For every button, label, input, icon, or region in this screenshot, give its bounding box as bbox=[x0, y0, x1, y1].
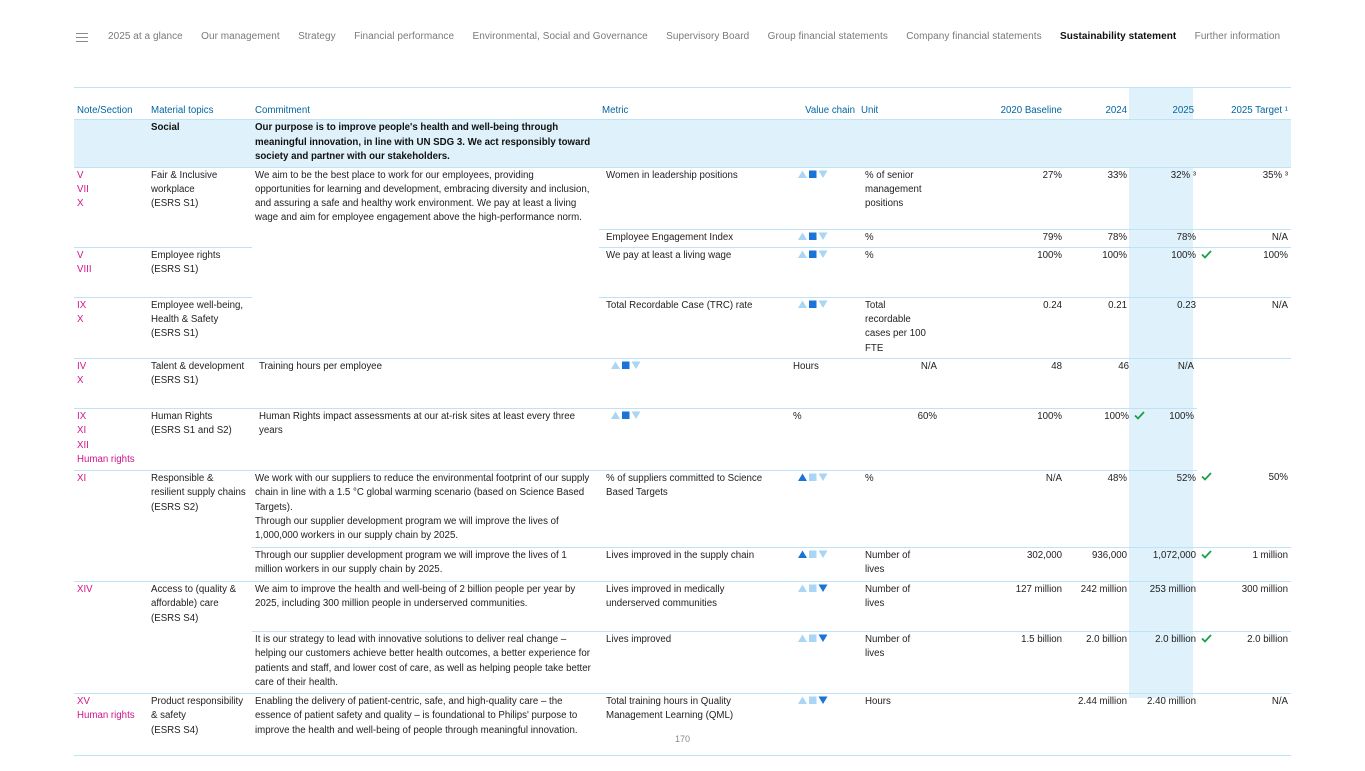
value-chain-icon bbox=[599, 408, 786, 470]
material-topic-cell: Employee rights (ESRS S1) bbox=[148, 247, 252, 297]
value-2025-text: 2.0 billion bbox=[1155, 633, 1196, 645]
nav-esg[interactable]: Environmental, Social and Governance bbox=[472, 31, 648, 42]
social-empty bbox=[599, 120, 1291, 168]
nav-items bbox=[108, 31, 1298, 42]
metric-cell: Lives improved bbox=[599, 631, 786, 693]
nav-financial-performance[interactable]: Financial performance bbox=[354, 31, 455, 42]
value-2025 bbox=[1130, 581, 1197, 631]
header-commitment: Commitment bbox=[252, 88, 599, 120]
value-2024: 100% bbox=[940, 408, 1065, 470]
note-section-cell[interactable]: IX X bbox=[74, 297, 148, 358]
value-2025 bbox=[1130, 470, 1197, 547]
unit-cell: % bbox=[858, 229, 940, 247]
check-icon bbox=[1199, 471, 1213, 485]
value-2025 bbox=[1130, 247, 1197, 297]
value-2025 bbox=[1130, 297, 1197, 358]
unit-cell: Hours bbox=[858, 693, 940, 755]
value-2025 bbox=[1130, 547, 1197, 581]
nav-sustainability-statement[interactable]: Sustainability statement bbox=[1060, 31, 1177, 42]
table-row bbox=[74, 581, 1291, 631]
nav-supervisory-board[interactable]: Supervisory Board bbox=[666, 31, 750, 42]
target-value bbox=[1130, 358, 1197, 408]
value-2024: 48% bbox=[1065, 470, 1130, 547]
target-value bbox=[1197, 693, 1291, 755]
social-topic: Social bbox=[148, 120, 252, 168]
target-value-text: 1 million bbox=[1252, 549, 1288, 561]
baseline-value: 1.5 billion bbox=[940, 631, 1065, 693]
header-value-chain: Value chain bbox=[786, 88, 858, 120]
target-check-wrap bbox=[1199, 549, 1213, 563]
target-value bbox=[1197, 297, 1291, 358]
value-chain-icon bbox=[786, 470, 858, 547]
table-row bbox=[74, 547, 1291, 581]
table-row bbox=[74, 693, 1291, 755]
header-topics: Material topics bbox=[148, 88, 252, 120]
header-2025: 2025 bbox=[1130, 88, 1197, 120]
material-topic-cell: Fair & Inclusive workplace (ESRS S1) bbox=[148, 167, 252, 247]
note-section-cell[interactable]: XI bbox=[74, 470, 148, 581]
metric-cell: Total Recordable Case (TRC) rate bbox=[599, 297, 786, 358]
check-icon bbox=[1199, 249, 1213, 263]
metric-cell: Training hours per employee bbox=[252, 358, 599, 408]
social-section-row bbox=[74, 120, 1291, 168]
target-check-wrap bbox=[1199, 583, 1213, 597]
table-row bbox=[74, 631, 1291, 693]
value-2024: 936,000 bbox=[1065, 547, 1130, 581]
value-chain-icon bbox=[786, 631, 858, 693]
unit-cell: Number of lives bbox=[858, 547, 940, 581]
unit-cell: Number of lives bbox=[858, 631, 940, 693]
header-metric: Metric bbox=[599, 88, 786, 120]
note-section-cell[interactable]: XV Human rights bbox=[74, 693, 148, 755]
metric-cell: Lives improved in the supply chain bbox=[599, 547, 786, 581]
material-topic-cell: Responsible & resilient supply chains (ESRS S2) bbox=[148, 470, 252, 581]
check-icon bbox=[1132, 410, 1146, 424]
baseline-value: N/A bbox=[858, 358, 940, 408]
value-2025 bbox=[1130, 167, 1197, 229]
target-value bbox=[1197, 247, 1291, 297]
baseline-value bbox=[940, 693, 1065, 755]
commitment-cell: We aim to be the best place to work for our employees, providing opportunities for learning and development, embracing diversity and inclusion, and assuring a safe and healthy work environment. We pay at least a living wage and aim for employee engagement above the high-performance norm. bbox=[252, 167, 599, 358]
target-value bbox=[1130, 408, 1197, 470]
value-2025-text: 32% ³ bbox=[1170, 169, 1196, 181]
commitment-cell: We work with our suppliers to reduce the environmental footprint of our supply chain in line with a 1.5 °C global warming scenario (based on Science Based Targets). Through our supplier development program we will improve the lives of 1,000,000 workers in our supply chain by 2025. bbox=[252, 470, 599, 547]
baseline-value: 127 million bbox=[940, 581, 1065, 631]
value-chain-icon bbox=[786, 247, 858, 297]
page-number: 170 bbox=[674, 734, 691, 744]
target-check-wrap bbox=[1199, 633, 1213, 647]
target-check-wrap bbox=[1199, 231, 1213, 245]
target-value-text: 100% bbox=[1169, 410, 1194, 422]
metric-cell: Human Rights impact assessments at our at-risk sites at least every three years bbox=[252, 408, 599, 470]
social-kpi-table-wrapper bbox=[74, 87, 1291, 756]
material-topic-cell: Product responsibility & safety (ESRS S4) bbox=[148, 693, 252, 755]
metric-cell: We pay at least a living wage bbox=[599, 247, 786, 297]
table-row bbox=[74, 470, 1291, 547]
commitment-cell: It is our strategy to lead with innovative solutions to deliver real change – helping our customers achieve better health outcomes, a better experience for patients and staff, and lower cost of care, as well as helping people take better care of their health. bbox=[252, 631, 599, 693]
header-baseline: 2020 Baseline bbox=[940, 88, 1065, 120]
table-row bbox=[74, 408, 1291, 470]
target-value bbox=[1197, 470, 1291, 547]
value-2025-text: 100% bbox=[1104, 410, 1129, 422]
header-2024: 2024 bbox=[1065, 88, 1130, 120]
value-chain-icon bbox=[786, 581, 858, 631]
note-section-cell[interactable]: IX XI XII Human rights bbox=[74, 408, 148, 470]
nav-2025-at-a-glance[interactable]: 2025 at a glance bbox=[108, 31, 183, 42]
header-unit: Unit bbox=[858, 88, 940, 120]
nav-group-financial-statements[interactable]: Group financial statements bbox=[767, 31, 888, 42]
value-chain-icon bbox=[599, 358, 786, 408]
unit-cell: Total recordable cases per 100 FTE bbox=[858, 297, 940, 358]
baseline-value: 79% bbox=[940, 229, 1065, 247]
target-value-text: 100% bbox=[1263, 249, 1288, 261]
value-2025-text: 0.23 bbox=[1177, 299, 1196, 311]
unit-cell: Number of lives bbox=[858, 581, 940, 631]
value-2024: 0.21 bbox=[1065, 297, 1130, 358]
nav-company-financial-statements[interactable]: Company financial statements bbox=[906, 31, 1042, 42]
commitment-cell: Enabling the delivery of patient-centric, safe, and high-quality care – the essence of patient safety and quality – is foundational to Philips' purpose to improve the health and well-being of people through meaningful innovation. bbox=[252, 693, 599, 755]
top-navigation bbox=[0, 0, 1365, 74]
unit-cell: % bbox=[858, 470, 940, 547]
value-2025 bbox=[1065, 358, 1130, 408]
value-2025 bbox=[1130, 229, 1197, 247]
check-icon bbox=[1199, 633, 1213, 647]
target-value bbox=[1197, 631, 1291, 693]
note-section-cell[interactable]: V VIII bbox=[74, 247, 148, 297]
metric-cell: Lives improved in medically underserved communities bbox=[599, 581, 786, 631]
header-target: 2025 Target ¹ bbox=[1197, 88, 1291, 120]
metric-cell: Women in leadership positions bbox=[599, 167, 786, 229]
value-2025-text: 46 bbox=[1118, 360, 1129, 372]
table-row bbox=[74, 167, 1291, 229]
target-check-wrap bbox=[1199, 169, 1213, 183]
unit-cell: % of senior management positions bbox=[858, 167, 940, 229]
value-2024: 100% bbox=[1065, 247, 1130, 297]
value-chain-icon bbox=[786, 693, 858, 755]
value-2024: 2.0 billion bbox=[1065, 631, 1130, 693]
value-2024: 78% bbox=[1065, 229, 1130, 247]
note-section-cell[interactable]: V VII X bbox=[74, 167, 148, 247]
note-section-cell[interactable]: IV X bbox=[74, 358, 148, 408]
value-2024: 48 bbox=[940, 358, 1065, 408]
target-value-text: N/A bbox=[1271, 299, 1288, 311]
value-2025 bbox=[1130, 631, 1197, 693]
target-check-wrap bbox=[1199, 299, 1213, 313]
social-kpi-table bbox=[74, 87, 1291, 756]
target-check-wrap bbox=[1199, 471, 1213, 485]
baseline-value: 100% bbox=[940, 247, 1065, 297]
target-value bbox=[1197, 167, 1291, 229]
value-chain-icon bbox=[786, 297, 858, 358]
value-2025-text: 2.40 million bbox=[1146, 695, 1196, 707]
metric-cell: Total training hours in Quality Management Learning (QML) bbox=[599, 693, 786, 755]
unit-cell: % bbox=[858, 247, 940, 297]
baseline-value: 302,000 bbox=[940, 547, 1065, 581]
nav-strategy[interactable]: Strategy bbox=[298, 31, 336, 42]
value-2025-text: 52% bbox=[1176, 472, 1196, 484]
material-topic-cell: Human Rights (ESRS S1 and S2) bbox=[148, 408, 252, 470]
note-section-cell[interactable]: XIV bbox=[74, 581, 148, 693]
commitment-cell: Through our supplier development program we will improve the lives of 1 million workers in our supply chain by 2025. bbox=[252, 547, 599, 581]
hamburger-menu-icon[interactable] bbox=[76, 33, 88, 42]
target-value bbox=[1197, 547, 1291, 581]
value-chain-icon bbox=[786, 167, 858, 229]
target-value-text: N/A bbox=[1271, 231, 1288, 243]
value-2024: 33% bbox=[1065, 167, 1130, 229]
social-note bbox=[74, 120, 148, 168]
nav-further-information[interactable]: Further information bbox=[1194, 31, 1281, 42]
target-value-text: N/A bbox=[1177, 360, 1194, 372]
baseline-value: 60% bbox=[858, 408, 940, 470]
value-2025-text: 253 million bbox=[1149, 583, 1196, 595]
value-2025 bbox=[1065, 408, 1130, 470]
material-topic-cell: Talent & development (ESRS S1) bbox=[148, 358, 252, 408]
target-check-wrap bbox=[1199, 249, 1213, 263]
check-icon bbox=[1199, 549, 1213, 563]
target-check-wrap bbox=[1132, 360, 1146, 374]
target-value-text: 300 million bbox=[1241, 583, 1288, 595]
value-2025-text: 1,072,000 bbox=[1152, 549, 1196, 561]
header-note: Note/Section bbox=[74, 88, 148, 120]
target-value-text: 35% ³ bbox=[1262, 169, 1288, 181]
value-2025 bbox=[1130, 693, 1197, 755]
baseline-value: 27% bbox=[940, 167, 1065, 229]
metric-cell: % of suppliers committed to Science Based Targets bbox=[599, 470, 786, 547]
baseline-value: 0.24 bbox=[940, 297, 1065, 358]
value-2024: 2.44 million bbox=[1065, 693, 1130, 755]
commitment-cell: We aim to improve the health and well-being of 2 billion people per year by 2025, including 300 million people in underserved communities. bbox=[252, 581, 599, 631]
target-check-wrap bbox=[1132, 410, 1146, 424]
target-value-text: 50% bbox=[1268, 472, 1288, 484]
value-chain-icon bbox=[786, 229, 858, 247]
social-commitment: Our purpose is to improve people's health and well-being through meaningful innovation, in line with UN SDG 3. We act responsibly toward society and partner with our stakeholders. bbox=[252, 120, 599, 168]
value-2025-text: 78% bbox=[1176, 231, 1196, 243]
baseline-value: N/A bbox=[940, 470, 1065, 547]
table-header-row bbox=[74, 88, 1291, 120]
value-2024: 242 million bbox=[1065, 581, 1130, 631]
target-value bbox=[1197, 229, 1291, 247]
material-topic-cell: Access to (quality & affordable) care (ESRS S4) bbox=[148, 581, 252, 693]
nav-our-management[interactable]: Our management bbox=[201, 31, 280, 42]
table-row bbox=[74, 358, 1291, 408]
target-value-text: N/A bbox=[1271, 695, 1288, 707]
material-topic-cell: Employee well-being, Health & Safety (ESRS S1) bbox=[148, 297, 252, 358]
target-value bbox=[1197, 581, 1291, 631]
value-chain-icon bbox=[786, 547, 858, 581]
target-check-wrap bbox=[1199, 695, 1213, 709]
target-value-text: 2.0 billion bbox=[1247, 633, 1288, 645]
unit-cell: % bbox=[786, 408, 858, 470]
value-2025-text: 100% bbox=[1171, 249, 1196, 261]
metric-cell: Employee Engagement Index bbox=[599, 229, 786, 247]
unit-cell: Hours bbox=[786, 358, 858, 408]
